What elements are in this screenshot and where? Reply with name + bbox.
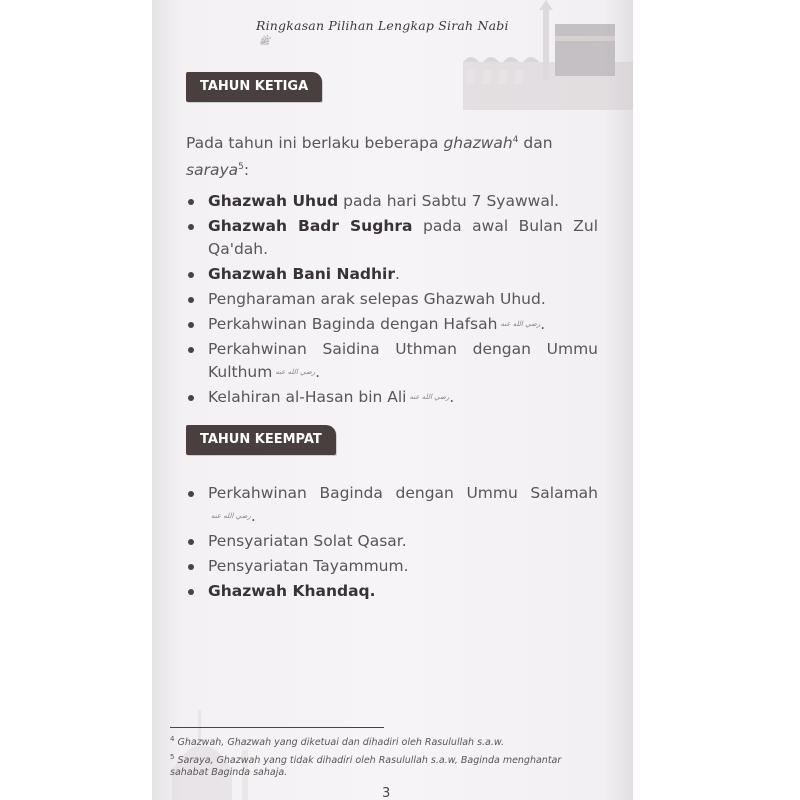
intro-term-saraya: saraya [186,161,239,180]
list-item [186,482,598,528]
list-item [186,530,598,553]
section-badge-tahun-keempat: TAHUN KEEMPAT [186,425,336,455]
list-item-text: pada hari Sabtu 7 Syawwal. [338,192,560,210]
bullet-icon [188,272,194,278]
bullet-icon [188,297,194,303]
list-item-text: Perkahwinan Baginda dengan Ummu Salamah [208,484,598,502]
honorific-icon: رضي الله عنه [500,320,541,328]
intro-term-ghazwah: ghazwah [443,134,513,153]
list-item-punctuation: . [250,507,256,525]
list-item-text: Pengharaman arak selepas Ghazwah Uhud. [208,290,546,308]
bullet-icon [188,322,194,328]
list-item-bold-text: Ghazwah Badr Sughra [208,217,413,235]
list-item [186,386,598,409]
list-item-text: Pensyariatan Solat Qasar. [208,532,407,550]
bullet-icon [188,395,194,401]
list-item [186,338,598,384]
page-number: 3 [382,786,391,800]
list-item-text: Pensyariatan Tayammum. [208,557,409,575]
running-header [256,18,516,49]
list-item-bold-text: Ghazwah Khandaq. [208,582,376,600]
list-item [186,313,598,336]
bullet-icon [188,539,194,545]
list-item-bold-text: Ghazwah Uhud [208,192,339,210]
running-header-text: Ringkasan Pilihan Lengkap Sirah Nabi [256,18,509,33]
list-item-text: Perkahwinan Baginda dengan Hafsah [208,315,498,333]
list-item-text: pada awal Bulan Zul Qa'dah. [208,217,598,258]
section-intro [186,128,596,182]
event-list-tahun-ketiga [186,190,598,411]
list-item [186,288,598,311]
section-badge-tahun-ketiga: TAHUN KETIGA [186,72,322,102]
intro-text-end: : [243,161,250,180]
list-item [186,555,598,578]
bullet-icon [188,347,194,353]
list-item-text: . [394,265,400,283]
intro-text-mid: dan [518,134,553,153]
bullet-icon [188,491,194,497]
list-item-bold-text: Ghazwah Bani Nadhir [208,265,395,283]
bullet-icon [188,564,194,570]
list-item-text: Kelahiran al-Hasan bin Ali [208,388,407,406]
mosque-illustration [443,0,633,110]
event-list-tahun-keempat [186,482,598,605]
list-item-punctuation: . [315,363,321,381]
list-item-text: Perkahwinan Saidina Uthman dengan Ummu Kulthum [208,340,598,381]
list-item [186,263,598,286]
honorific-icon: رضي الله عنه [211,512,251,520]
salawat-icon: ﷺ [259,36,270,47]
list-item [186,580,598,603]
honorific-icon: رضي الله عنه [409,393,450,401]
honorific-icon: رضي الله عنه [275,368,316,376]
footnote-5: $^5$ Saraya, Ghazwah yang tidak dihadiri oleh Rasulullah s.a.w, Baginda menghantar sahabat Baginda sahaja. [170,753,562,779]
list-item [186,215,598,261]
list-item-punctuation: . [449,388,455,406]
footnote-4: $^4$ Ghazwah, Ghazwah yang diketuai dan dihadiri oleh Rasulullah s.a.w. [170,735,505,749]
bullet-icon [188,224,194,230]
footnote-ref-5[interactable]: 5 [238,162,244,173]
footnote-divider [170,727,384,728]
footnotes [170,733,600,781]
intro-text: Pada tahun ini berlaku beberapa [186,134,444,153]
list-item [186,190,598,213]
footnote-ref-4[interactable]: 4 [512,135,519,145]
list-item-punctuation: . [540,315,546,333]
bullet-icon [188,199,194,205]
bullet-icon [188,589,194,595]
book-page [152,0,633,800]
